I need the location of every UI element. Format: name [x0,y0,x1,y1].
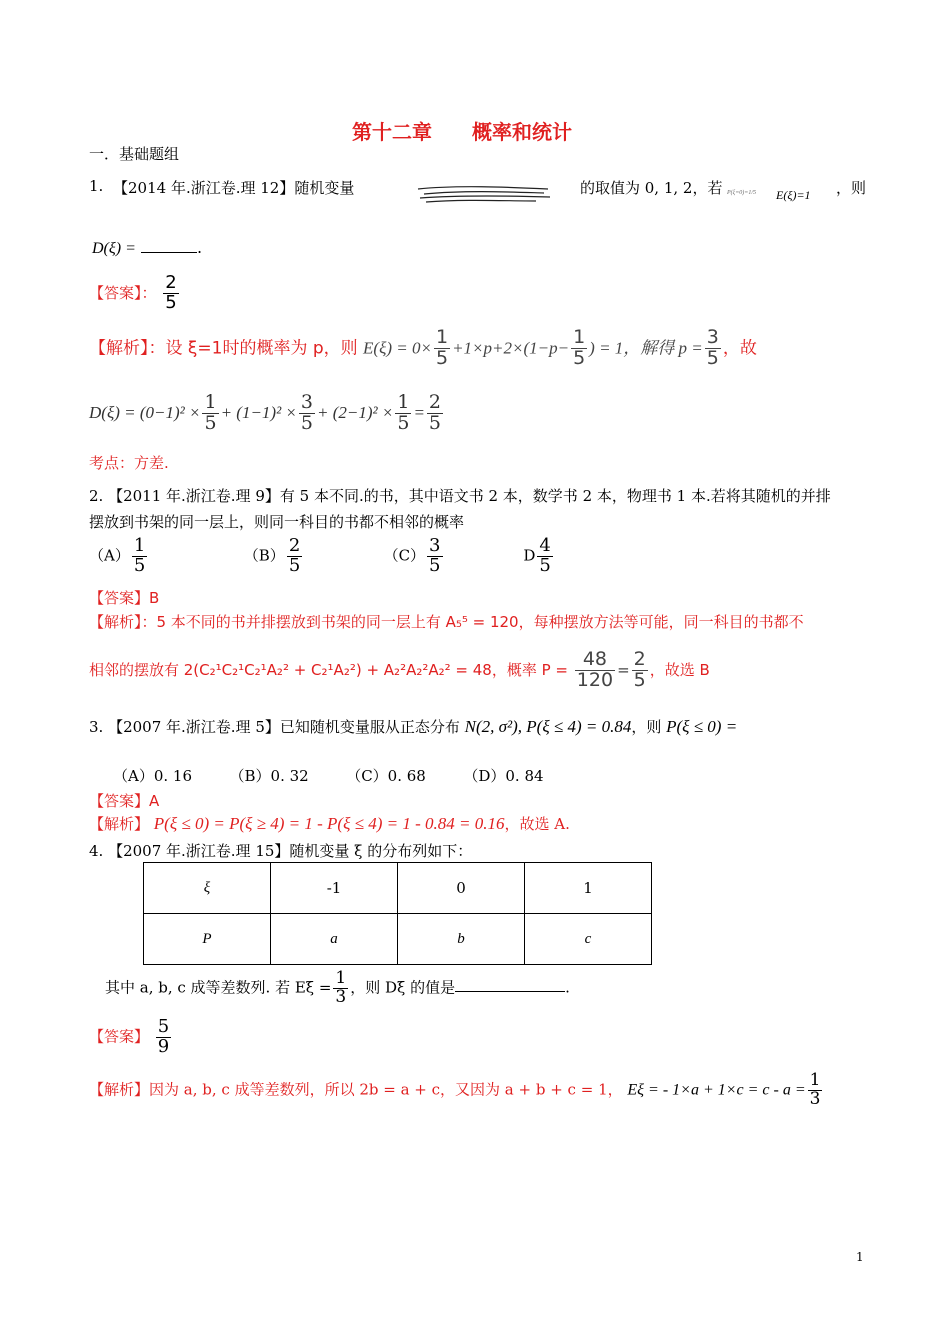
frac-den: 3 [809,1088,821,1109]
q1-frac3 [705,328,721,369]
q1-analysis-text2: ，故 [722,338,757,359]
q1-answer-fraction [163,274,178,313]
q1-analysis-expr3: ) = 1，解得 p = [589,338,703,358]
frac-num: 1 [573,326,586,348]
frac-num: 1 [809,1070,821,1090]
table-cell: -1 [271,863,398,914]
q3-expr2: P(ξ ≤ 0) = [666,717,738,736]
table-cell: 0 [398,863,525,914]
frac-den: 5 [165,291,177,313]
q4-answer-fraction [156,1018,171,1057]
frac-num: 3 [300,391,313,413]
frac-den: 5 [204,411,217,434]
q3-expr: N(2, σ²), P(ξ ≤ 4) = 0.84 [464,717,632,736]
q3-line1 [89,716,737,737]
frac-den: 5 [397,411,410,434]
frac-den: 120 [576,668,614,691]
option-label: （B） [243,546,285,565]
q4-blank [455,991,565,992]
q1-var-frac2 [299,393,315,434]
frac-den: 5 [633,668,646,691]
frac-num: 4 [539,535,551,556]
q1-analysis-line1 [89,328,757,369]
q2-options [89,537,555,576]
page-title: 第十二章 概率和统计 [352,120,572,144]
frac-num: 48 [582,648,608,670]
frac-num: 3 [429,535,441,556]
option-label: D [523,546,536,565]
q1-blank [141,252,197,253]
frac-num: 1 [204,391,217,413]
q1-small-condition: P(ξ=0)=1/5 [727,190,756,196]
q3-answer: 【答案】A [89,792,160,810]
q1-then: ，则 [836,179,867,197]
frac-den: 5 [429,554,441,576]
q1-var-frac3 [395,393,411,434]
table-cell: 1 [525,863,652,914]
q1-frac2 [571,328,587,369]
q2-line2: 摆放到书架的同一层上，则同一科目的书都不相邻的概率 [89,513,465,531]
q1-number: 1. [89,177,104,195]
q1-var-c: + (2−1)² × [317,402,394,422]
q4-cond2: ，则 Dξ 的值是 [350,978,456,997]
frac-num: 1 [335,968,347,988]
frac-num: 1 [133,535,146,556]
q4-analysis-label: 【解析】 [89,1080,150,1099]
table-row [144,863,652,914]
table-cell: c [525,914,652,965]
q3-analysis-label: 【解析】 [89,815,150,833]
q2-option-c [384,537,519,576]
frac-den: 5 [288,554,301,576]
q2-answer: 【答案】B [89,589,160,607]
frac-den: 3 [335,986,347,1007]
q2-option-d [523,537,554,576]
q2-option-b [244,537,379,576]
q1-condition-e: E(ξ)=1 [776,188,811,202]
option-fraction [287,537,302,576]
q2-option-a [89,537,239,576]
q4-analysis-text: 因为 a, b, c 成等差数列，所以 2b = a + c，又因为 a + b + c = 1， [149,1080,623,1099]
frac-den: 5 [133,554,146,576]
frac-den: 5 [706,346,719,369]
q4-answer [89,1018,173,1057]
q2-line1: 2. 【2011 年.浙江卷.理 9】有 5 本不同.的书，其中语文书 2 本，数学书 2 本，物理书 1 本.若将其随机的并排 [89,487,831,505]
option-label: （C） [383,546,426,565]
q1-source: 【2014 年.浙江卷.理 12】随机变量 [113,179,355,197]
option-fraction [537,537,552,576]
q4-condition [105,970,570,1007]
frac-num: 5 [157,1016,170,1037]
q1-variance-line [89,393,445,434]
frac-num: 2 [428,391,442,413]
frac-den: 5 [435,346,449,369]
q1-var-frac4 [427,393,443,434]
q1-kaodian: 考点：方差. [89,454,169,472]
q3-analysis [89,813,570,834]
frac-num: 3 [706,326,719,348]
q4-analysis [89,1072,824,1109]
table-cell: b [398,914,525,965]
q2-prob-frac1 [575,650,615,691]
q1-frac1 [434,328,450,369]
distribution-table [143,862,652,965]
q4-analysis-expr: Eξ = - 1×a + 1×c = c - a = [627,1081,806,1099]
q3-analysis-expr: P(ξ ≤ 0) = P(ξ ≥ 4) = 1 - P(ξ ≤ 4) = 1 - 0.84 = 0.16 [153,814,505,833]
table-cell: P [144,914,271,965]
q1-analysis-expr2: +1×p+2×(1−p− [452,338,570,358]
q2-analysis2 [89,650,710,691]
q1-analysis-expr1: E(ξ) = 0× [363,338,432,358]
option-label: （A） [89,546,130,565]
frac-den: 5 [573,346,586,369]
frac-den: 5 [539,554,551,576]
q4-cond-frac [333,970,348,1007]
q4-cond1: 其中 a, b, c 成等差数列. 若 Eξ = [105,978,332,997]
frac-den: 5 [300,411,313,434]
q1-analysis-text1: 设 ξ=1时的概率为 p，则 [165,338,358,359]
q1-answer-label: 【答案】： [89,283,157,302]
q3-analysis-tail: ，故选 A. [504,815,570,833]
q1-analysis-label: 【解析】： [89,338,166,359]
q1-var-b: + (1−1)² × [220,402,297,422]
q2-prob-frac2 [632,650,648,691]
option-fraction [427,537,442,576]
table-cell: a [271,914,398,965]
page-number: 1 [856,1250,864,1264]
q1-text2: 的取值为 0, 1, 2，若 [580,179,723,197]
scribble-mark [416,183,551,207]
section-heading: 一．基础题组 [89,145,180,163]
q3-text: 3. 【2007 年.浙江卷.理 5】已知随机变量服从正态分布 [89,718,460,736]
table-cell: ξ [144,863,271,914]
q4-line1: 4. 【2007 年.浙江卷.理 15】随机变量 ξ 的分布列如下： [89,842,473,860]
frac-num: 2 [288,535,301,556]
frac-num: 1 [397,391,410,413]
q1-tail: . [196,238,203,257]
q1-var-a: D(ξ) = (0−1)² × [89,402,201,422]
frac-den: 5 [428,411,442,434]
q1-var-d: = [413,402,425,422]
frac-num: 1 [435,326,449,348]
frac-num: 2 [165,272,177,293]
q1-var-frac1 [202,393,218,434]
q2-analysis1: 【解析】：5 本不同的书并排摆放到书架的同一层上有 A₅⁵ = 120，每种摆放方法等可能，同一科目的书都不 [89,613,804,631]
q2-analysis2a: 相邻的摆放有 2(C₂¹C₂¹C₂¹A₂² + C₂¹A₂²) + A₂²A₂²A₂² = 48，概率 P = [89,660,569,679]
q2-eq: = [617,660,630,679]
q1-d-expr: D(ξ) = [92,240,136,257]
q3-options: （A）0. 16 （B）0. 32 （C）0. 68 （D）0. 84 [113,767,544,785]
frac-den: 9 [157,1035,170,1057]
q1-d-line [92,238,202,258]
q2-analysis2b: ，故选 B [649,660,710,679]
table-row [144,914,652,965]
q4-tail: . [565,978,570,997]
q1-answer [89,274,181,313]
frac-num: 2 [633,648,646,670]
q4-answer-label: 【答案】 [89,1027,150,1046]
option-fraction [132,537,147,576]
q4-analysis-frac [808,1072,823,1109]
q3-then: ，则 [631,718,662,736]
